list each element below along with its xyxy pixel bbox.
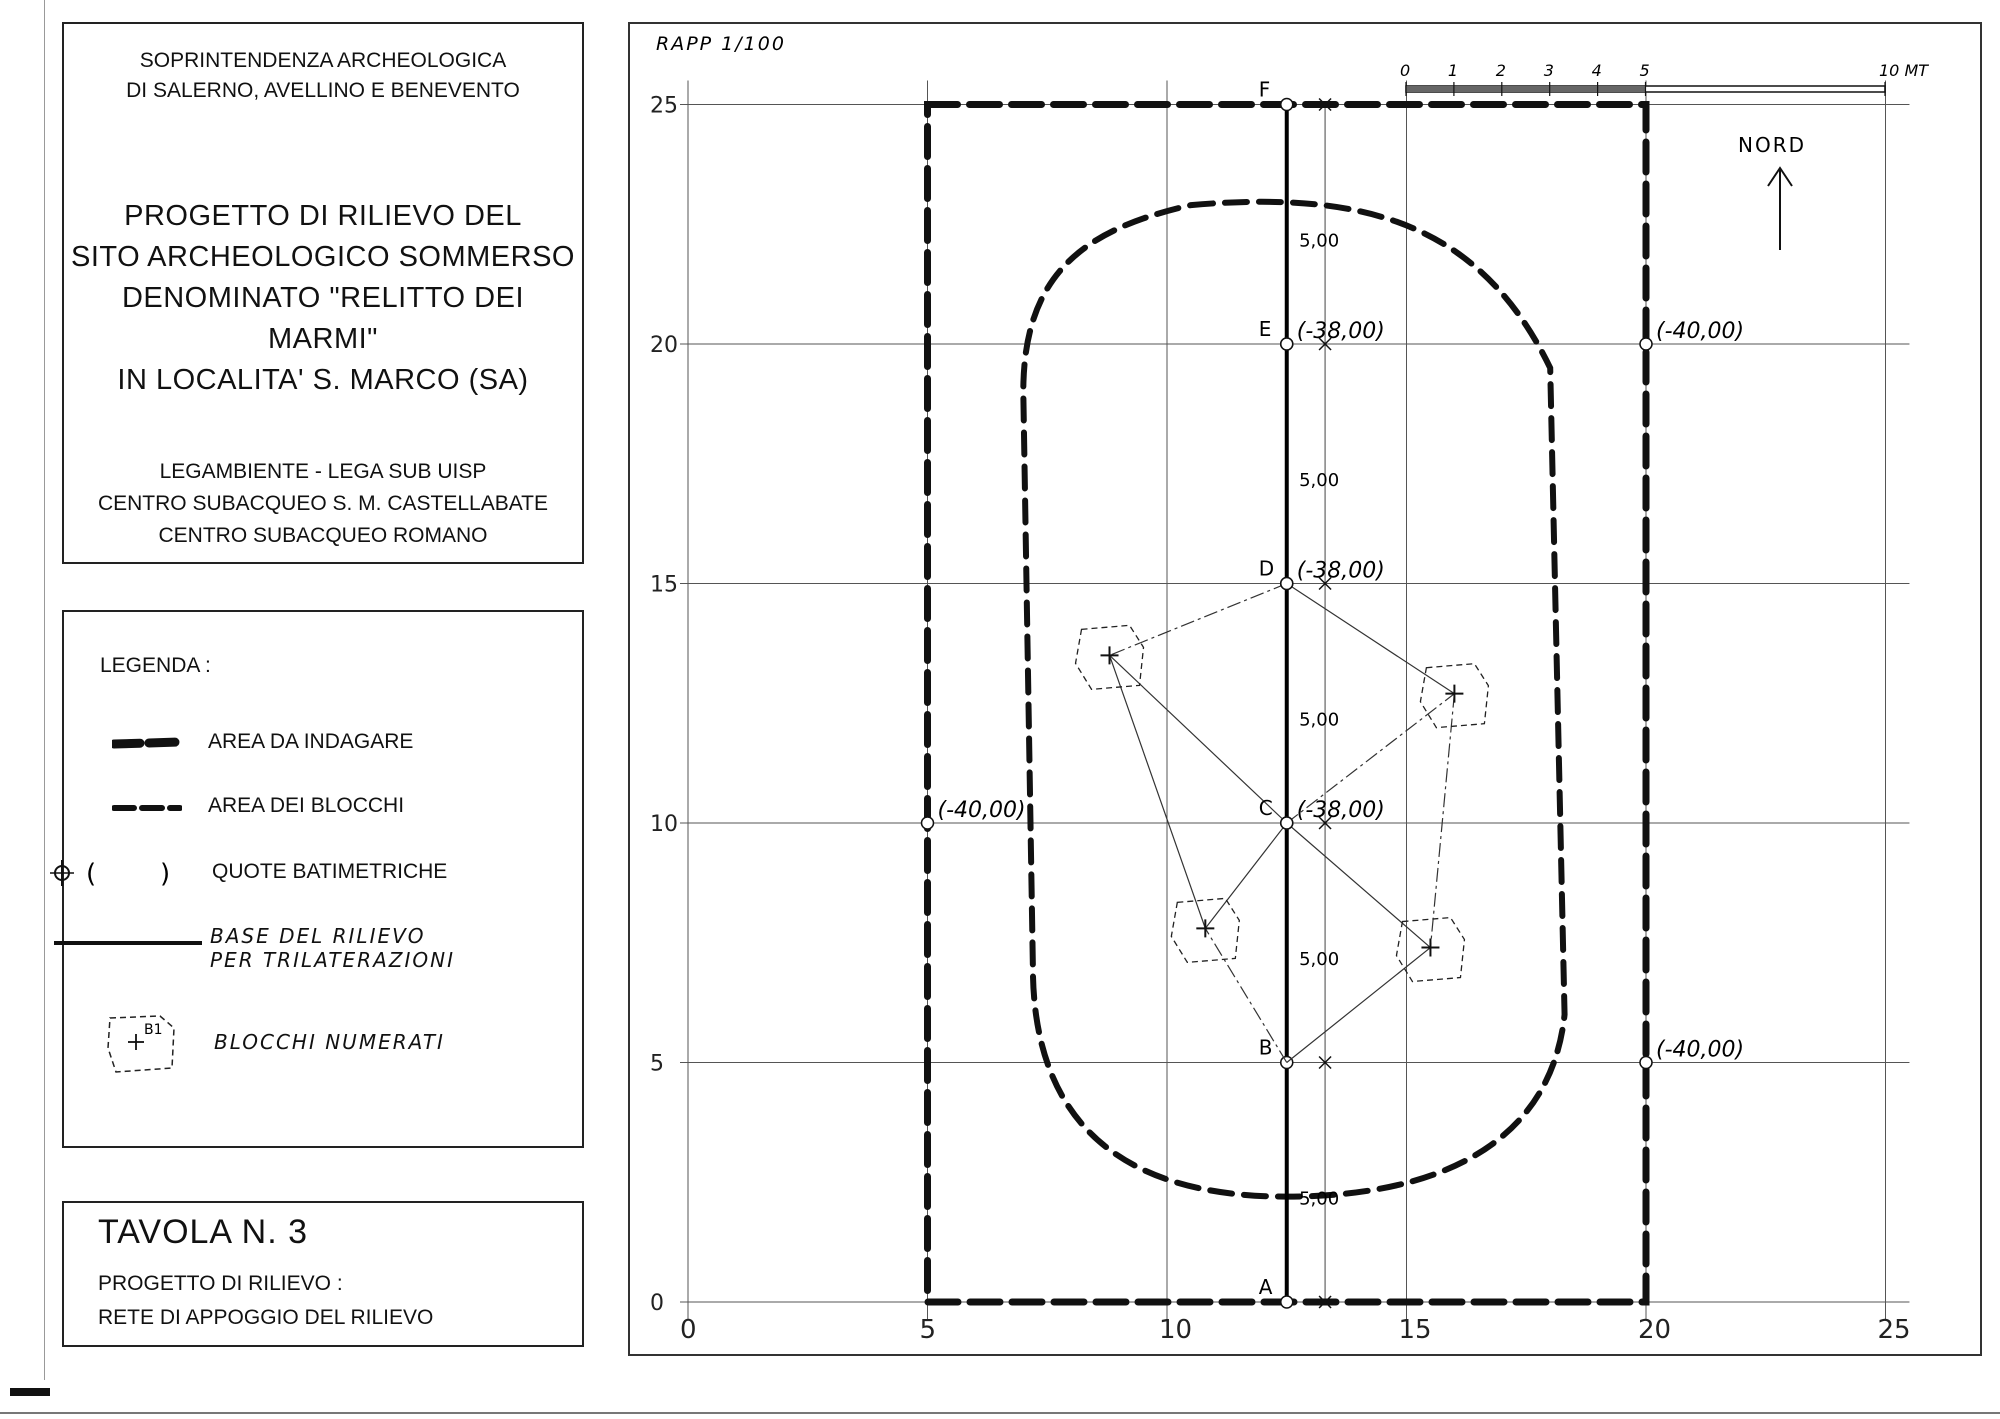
svg-text:): ) bbox=[160, 859, 171, 889]
block-marker bbox=[1445, 685, 1463, 703]
svg-text:(: ( bbox=[86, 859, 97, 889]
plan-grid bbox=[650, 81, 1911, 1345]
depth-label: (-38,00) bbox=[1296, 319, 1385, 344]
scale-tick-label: 1 bbox=[1447, 61, 1459, 80]
scale-tick-label: 5 bbox=[1639, 61, 1650, 80]
project-line: DENOMINATO "RELITTO DEI MARMI" bbox=[121, 282, 525, 355]
scale-tick-label: 3 bbox=[1543, 61, 1554, 80]
segment-length-label: 5,00 bbox=[1299, 1188, 1340, 1210]
legend-label: QUOTE BATIMETRICHE bbox=[212, 860, 448, 883]
partner-line: LEGAMBIENTE - LEGA SUB UISP bbox=[159, 460, 487, 483]
segment-length-label: 5,00 bbox=[1299, 948, 1340, 970]
depth-label: (-40,00) bbox=[937, 798, 1026, 823]
legend-label: AREA DA INDAGARE bbox=[208, 730, 414, 753]
depth-label: (-40,00) bbox=[1656, 319, 1745, 344]
segment-length-label: 5,00 bbox=[1299, 230, 1340, 252]
x-tick-label: 15 bbox=[1398, 1315, 1432, 1345]
project-line: PROGETTO DI RILIEVO DEL bbox=[124, 200, 522, 232]
legend-title: LEGENDA : bbox=[100, 654, 211, 677]
north-label: NORD bbox=[1738, 133, 1806, 157]
sheet-subtitle-line: RETE DI APPOGGIO DEL RILIEVO bbox=[98, 1306, 434, 1329]
legend-label-line: BASE DEL RILIEVO bbox=[210, 924, 426, 948]
page-corner-mark bbox=[10, 1388, 50, 1396]
blocks-area bbox=[1023, 202, 1564, 1197]
segment-length-label: 5,00 bbox=[1299, 469, 1340, 491]
north-arrow bbox=[1738, 133, 1806, 250]
depth-label: (-40,00) bbox=[1656, 1037, 1745, 1063]
base-point-label: F bbox=[1258, 77, 1271, 102]
depth-point-marker bbox=[922, 817, 934, 829]
trilateration-line bbox=[1287, 584, 1455, 694]
page-bottom-line bbox=[0, 1412, 2000, 1414]
plan-labels bbox=[938, 78, 1745, 1300]
agency-line: SOPRINTENDENZA ARCHEOLOGICA bbox=[139, 49, 507, 72]
x-tick-label: 10 bbox=[1159, 1315, 1193, 1345]
depth-point-marker bbox=[1640, 338, 1652, 350]
base-point-label: D bbox=[1258, 556, 1275, 581]
depth-point-marker bbox=[1281, 338, 1293, 350]
base-point-label: A bbox=[1258, 1275, 1273, 1299]
y-tick-label: 20 bbox=[650, 333, 678, 358]
scale-bar bbox=[1400, 61, 1929, 96]
depth-point-marker bbox=[1640, 1057, 1652, 1069]
y-tick-label: 5 bbox=[650, 1051, 664, 1077]
depth-point-marker bbox=[1281, 817, 1293, 829]
partner-line: CENTRO SUBACQUEO S. M. CASTELLABATE bbox=[97, 492, 549, 515]
x-tick-label: 25 bbox=[1877, 1315, 1911, 1345]
x-tick-label: 5 bbox=[919, 1315, 937, 1345]
base-point-marker bbox=[1281, 99, 1293, 111]
legend-label: AREA DEI BLOCCHI bbox=[208, 794, 405, 817]
y-tick-label: 10 bbox=[650, 812, 678, 837]
x-tick-label: 0 bbox=[680, 1315, 697, 1345]
depth-label: (-38,00) bbox=[1296, 558, 1385, 584]
legend-label-line: PER TRILATERAZIONI bbox=[210, 948, 455, 972]
scale-tick-label: 0 bbox=[1400, 61, 1411, 80]
base-point-marker bbox=[1281, 1296, 1293, 1308]
y-tick-label: 25 bbox=[650, 93, 678, 119]
block-marker bbox=[1196, 919, 1214, 937]
trilateration-line bbox=[1430, 694, 1454, 948]
agency-line: DI SALERNO, AVELLINO E BENEVENTO bbox=[126, 79, 520, 102]
scale-tick-label: 4 bbox=[1591, 61, 1602, 80]
sheet-title: TAVOLA N. 3 bbox=[98, 1213, 309, 1251]
depth-point-marker bbox=[1281, 578, 1293, 590]
trilateration-line bbox=[1205, 823, 1286, 928]
sheet-subtitle-line: PROGETTO DI RILIEVO : bbox=[98, 1272, 343, 1295]
y-tick-label: 0 bbox=[650, 1291, 664, 1316]
legend-label: BLOCCHI NUMERATI bbox=[214, 1030, 445, 1054]
base-point-label: B bbox=[1258, 1035, 1273, 1060]
segment-length-label: 5,00 bbox=[1299, 709, 1340, 731]
block-marker bbox=[1421, 939, 1439, 957]
project-line: SITO ARCHEOLOGICO SOMMERSO bbox=[71, 241, 575, 273]
block-tag: B1 bbox=[144, 1022, 163, 1038]
y-tick-label: 15 bbox=[650, 572, 678, 598]
project-line: IN LOCALITA' S. MARCO (SA) bbox=[117, 364, 529, 396]
base-point-label: E bbox=[1258, 317, 1272, 341]
scale-tick-label: 10 MT bbox=[1879, 61, 1929, 80]
x-tick-label: 20 bbox=[1638, 1315, 1672, 1345]
trilateration-line bbox=[1205, 928, 1286, 1062]
trilateration-line bbox=[1110, 655, 1206, 928]
trilateration-line bbox=[1110, 584, 1287, 656]
scale-label: RAPP 1/100 bbox=[656, 33, 786, 55]
scale-tick-label: 2 bbox=[1495, 61, 1506, 80]
trilateration-line bbox=[1287, 823, 1431, 948]
partner-line: CENTRO SUBACQUEO ROMANO bbox=[158, 524, 488, 547]
base-point-label: C bbox=[1258, 796, 1273, 820]
depth-label: (-38,00) bbox=[1296, 798, 1385, 823]
scale-bar-fill bbox=[1406, 86, 1646, 92]
